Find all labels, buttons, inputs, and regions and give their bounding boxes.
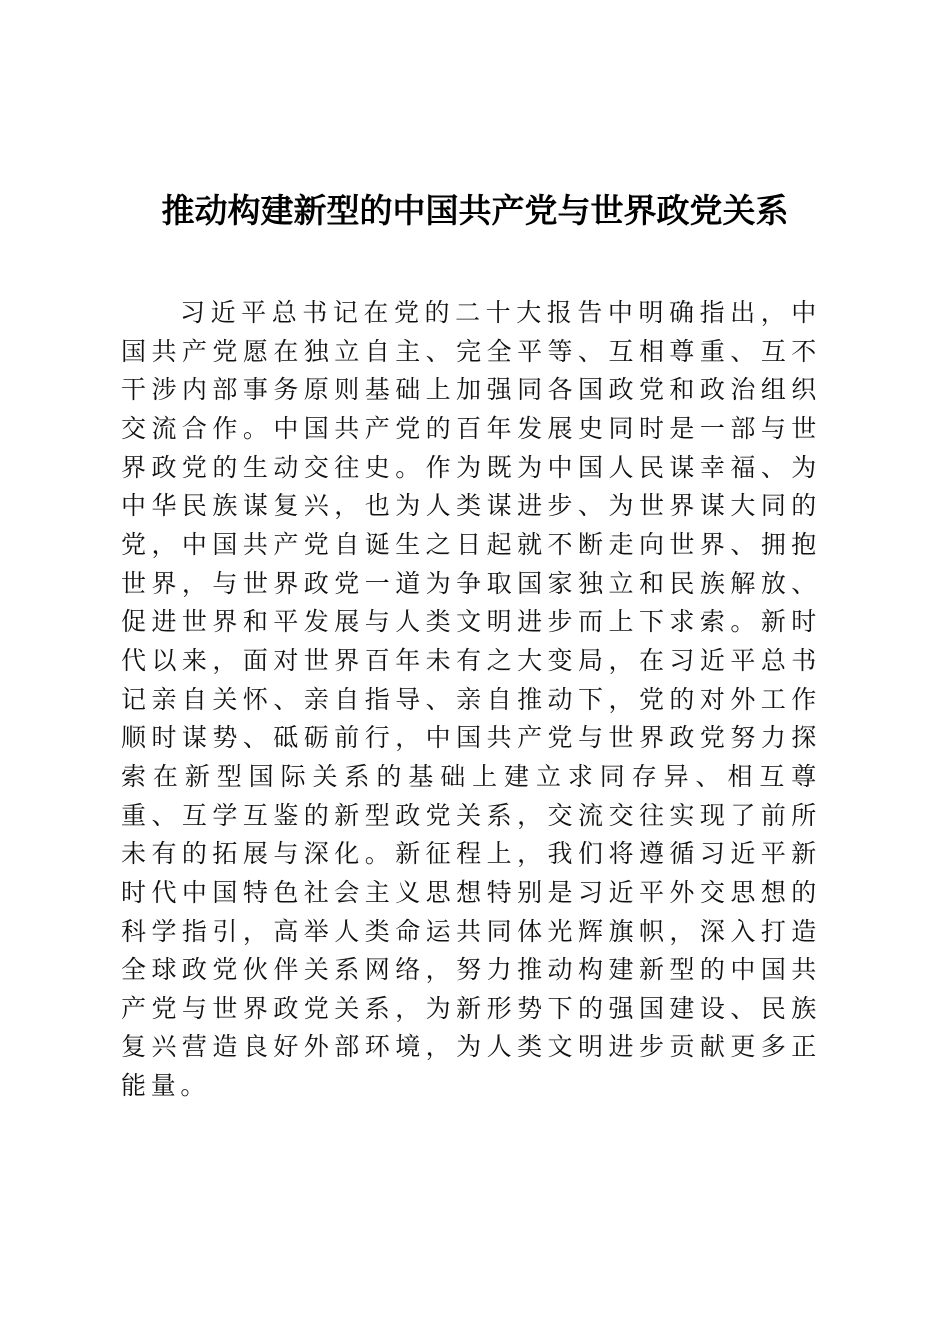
body-paragraph: 习近平总书记在党的二十大报告中明确指出，中国共产党愿在独立自主、完全平等、互相尊重、互不干涉内部事务原则基础上加强同各国政党和政治组织交流合作。中国共产党的百年发展史同时是一部与世界政党的生动交往史。作为既为中国人民谋幸福、为中华民族谋复兴，也为人类谋进步、为世界谋大同的党，中国共产党自诞生之日起就不断走向世界、拥抱世界，与世界政党一道为争取国家独立和民族解放、促进世界和平发展与人类文明进步而上下求索。新时代以来，面对世界百年未有之大变局，在习近平总书记亲自关怀、亲自指导、亲自推动下，党的对外工作顺时谋势、砥砺前行，中国共产党与世界政党努力探索在新型国际关系的基础上建立求同存异、相互尊重、互学互鉴的新型政党关系，交流交往实现了前所未有的拓展与深化。新征程上，我们将遵循习近平新时代中国特色社会主义思想特别是习近平外交思想的科学指引，高举人类命运共同体光辉旗帜，深入打造全球政党伙伴关系网络，努力推动构建新型的中国共产党与世界政党关系，为新形势下的强国建设、民族复兴营造良好外部环境，为人类文明进步贡献更多正能量。: [121, 298, 821, 1101]
document-title: 推动构建新型的中国共产党与世界政党关系: [161, 191, 789, 230]
